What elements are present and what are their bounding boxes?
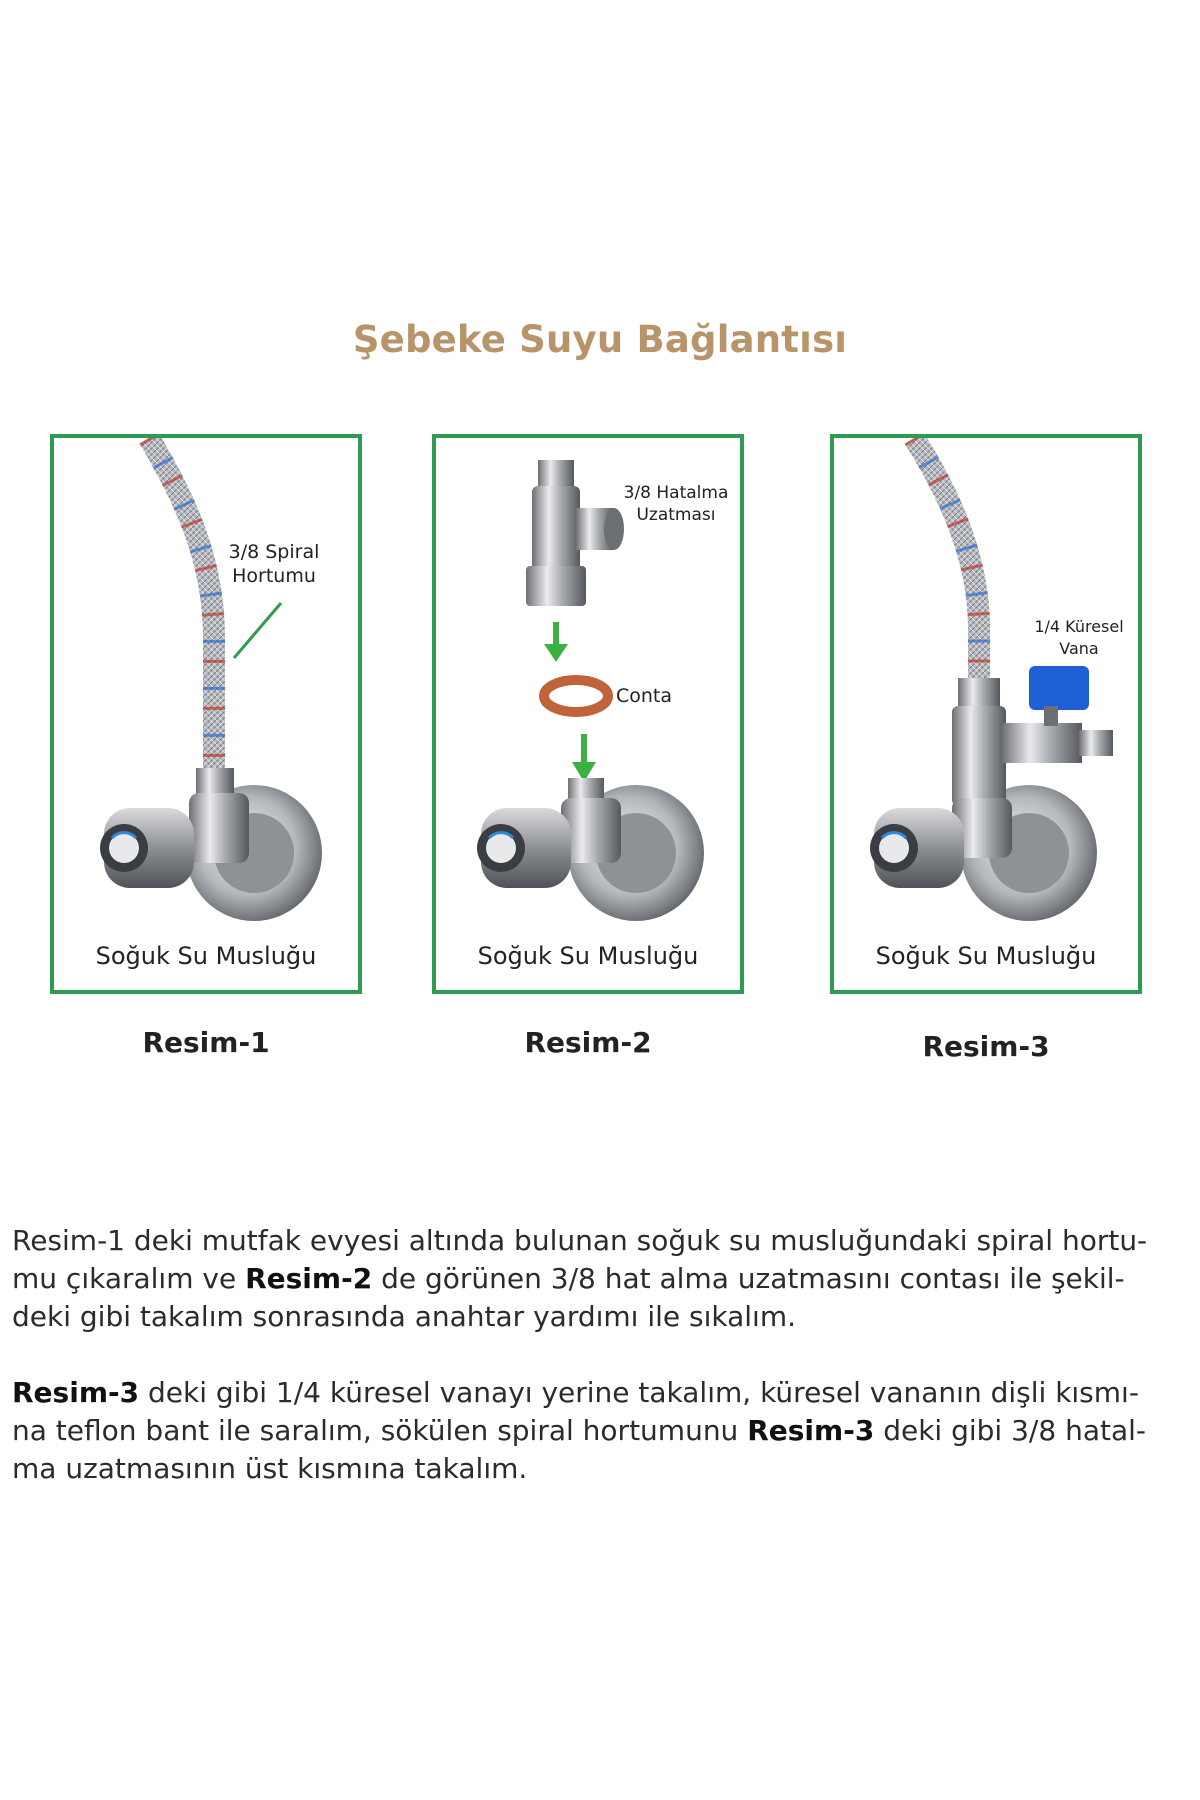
bold-reference: Resim-3 bbox=[747, 1414, 875, 1447]
bold-reference: Resim-3 bbox=[12, 1376, 140, 1409]
panel-resim-1 bbox=[50, 434, 362, 994]
instruction-paragraph-2 bbox=[12, 1374, 1188, 1488]
instruction-paragraph-1 bbox=[12, 1222, 1188, 1336]
paragraph-line bbox=[12, 1374, 1188, 1412]
hose-label-line2: Hortumu bbox=[232, 565, 316, 587]
extension-label-line1: 3/8 Hatalma bbox=[623, 483, 729, 503]
panel-resim-3 bbox=[830, 434, 1142, 994]
text-run: mu çıkaralım ve bbox=[12, 1262, 246, 1295]
bold-reference: Resim-2 bbox=[245, 1262, 373, 1295]
paragraph-line: deki gibi takalım sonrasında anahtar yardımı ile sıkalım. bbox=[12, 1300, 797, 1333]
gasket-label: Conta bbox=[616, 685, 673, 707]
resim-2-label: Resim-2 bbox=[524, 1026, 652, 1059]
ball-valve-label-line1: 1/4 Küresel bbox=[1034, 617, 1124, 636]
text-run: de görünen 3/8 hat alma uzatmasını contası ile şekil- bbox=[372, 1262, 1125, 1295]
panel-resim-2 bbox=[432, 434, 744, 994]
text-run: deki gibi 1/4 küresel vanayı yerine takalım, küresel vananın dişli kısmı- bbox=[139, 1376, 1139, 1409]
panel-caption: Soğuk Su Musluğu bbox=[875, 942, 1097, 970]
paragraph-line: Resim-1 deki mutfak evyesi altında bulunan soğuk su musluğundaki spiral hortu- bbox=[12, 1224, 1148, 1257]
angle-valve-with-hose-image bbox=[54, 438, 358, 990]
page-title: Şebeke Suyu Bağlantısı bbox=[352, 318, 848, 361]
paragraph-line: ma uzatmasının üst kısmına takalım. bbox=[12, 1452, 528, 1485]
resim-1-label: Resim-1 bbox=[142, 1026, 270, 1059]
resim-3-label: Resim-3 bbox=[922, 1030, 1050, 1063]
text-run: deki gibi 3/8 hatal- bbox=[874, 1414, 1146, 1447]
paragraph-line bbox=[12, 1412, 1188, 1450]
valve-with-ball-valve-image bbox=[834, 438, 1138, 990]
extension-label-line2: Uzatması bbox=[636, 505, 716, 525]
ball-valve-label-line2: Vana bbox=[1059, 639, 1099, 658]
hose-label-line1: 3/8 Spiral bbox=[228, 541, 320, 563]
panel-caption: Soğuk Su Musluğu bbox=[95, 942, 317, 970]
text-run: na teflon bant ile saralım, sökülen spiral hortumunu bbox=[12, 1414, 748, 1447]
paragraph-line bbox=[12, 1260, 1188, 1298]
panel-caption: Soğuk Su Musluğu bbox=[477, 942, 699, 970]
